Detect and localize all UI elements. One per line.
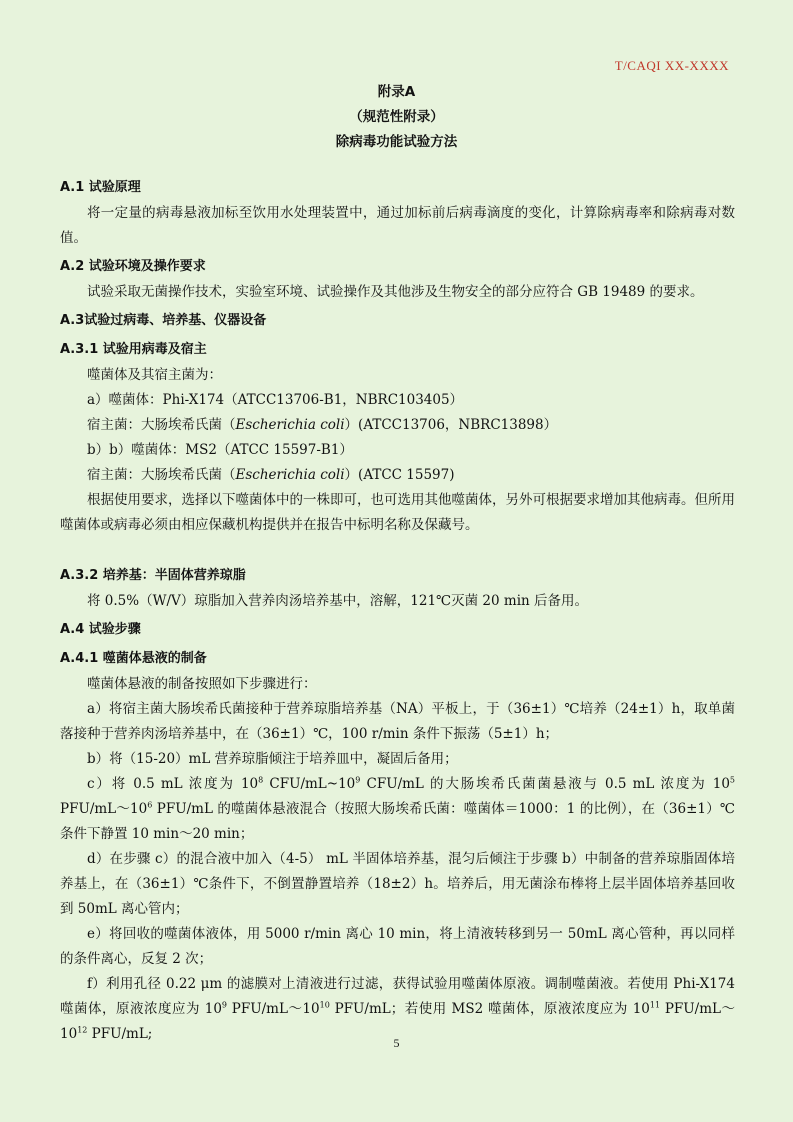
step-f-part: PFU/mL～10 (227, 1001, 320, 1017)
step-e: e）将回收的噬菌体液体，用 5000 r/min 离心 10 min，将上清液转移到另一 50mL 离心管种，再以同样的条件离心，反复 2 次； (60, 926, 735, 967)
section-a41-heading: A.4.1 噬菌体悬液的制备 (60, 651, 207, 666)
a31-line-1: 噬菌体及其宿主菌为： (87, 367, 222, 383)
section-a32-heading: A.3.2 培养基：半固体营养琼脂 (60, 568, 246, 583)
a41-intro: 噬菌体悬液的制备按照如下步骤进行： (87, 676, 317, 692)
appendix-label: 附录A (377, 84, 416, 100)
section-a1-heading: A.1 试验原理 (60, 180, 141, 195)
a31-line-5-part: ）(ATCC 15597) (344, 467, 455, 483)
step-c-part: PFU/mL～10 (60, 801, 148, 817)
page-number: 5 (393, 1036, 400, 1050)
step-c-part: CFU/mL 的大肠埃希氏菌菌悬液与 0.5 mL 浓度为 10 (360, 776, 730, 792)
step-c-part: CFU/mL~10 (263, 776, 356, 792)
section-a2-heading: A.2 试验环境及操作要求 (60, 259, 206, 274)
appendix-title: 除病毒功能试验方法 (335, 134, 458, 150)
section-a4-heading: A.4 试验步骤 (60, 622, 141, 637)
a31-line-3-part: ）(ATCC13706，NBRC13898） (344, 417, 558, 433)
a31-line-3 (60, 413, 735, 438)
exponent: 5 (729, 775, 735, 785)
exponent: 12 (77, 1025, 88, 1035)
a31-note: 根据使用要求，选择以下噬菌体中的一株即可，也可选用其他噬菌体，另外可根据要求增加其他病毒。但所用噬菌体或病毒必须由相应保藏机构提供并在报告中标明名称及保藏号。 (60, 492, 735, 533)
step-f-part: PFU/mL; (87, 1026, 153, 1042)
step-a: a）将宿主菌大肠埃希氏菌接种于营养琼脂培养基（NA）平板上，于（36±1）℃培养（24±1）h，取单菌落接种于营养肉汤培养基中，在（36±1）℃，100 r/min 条件下振荡（5±1）h； (60, 701, 735, 742)
document-code: T/CAQI XX-XXXX (614, 58, 729, 73)
section-a2-text: 试验采取无菌操作技术，实验室环境、试验操作及其他涉及生物安全的部分应符合 GB 19489 的要求。 (87, 284, 704, 300)
document-body (60, 172, 735, 1047)
a31-line-5-part: 宿主菌：大肠埃希氏菌（ (87, 467, 236, 483)
step-f-part: PFU/mL～10 (60, 1001, 735, 1042)
step-b: b）将（15-20）mL 营养琼脂倾注于培养皿中，凝固后备用； (87, 751, 458, 767)
section-a32-text: 将 0.5%（W/V）琼脂加入营养肉汤培养基中，溶解，121℃灭菌 20 min 后备用。 (87, 593, 588, 609)
step-d: d）在步骤 c）的混合液中加入（4-5） mL 半固体培养基，混匀后倾注于步骤 b）中制备的营养琼脂固体培养基上，在（36±1）℃条件下，不倒置静置培养（18±2）h。培养后，用无菌涂布棒将上层半固体培养基回收到 50mL 离心管内； (60, 851, 735, 917)
exponent: 9 (221, 1000, 228, 1010)
appendix-type: （规范性附录） (349, 109, 444, 125)
exponent: 6 (147, 800, 153, 810)
step-c (60, 772, 735, 847)
a31-line-2: a）噬菌体：Phi-X174（ATCC13706-B1，NBRC103405） (87, 392, 464, 408)
step-f-part: PFU/mL；若使用 MS2 噬菌体，原液浓度应为 10 (329, 1001, 650, 1017)
section-a31-heading: A.3.1 试验用病毒及宿主 (60, 342, 207, 357)
section-gap (60, 538, 735, 560)
step-c-part: PFU/mL 的噬菌体悬液混合（按照大肠埃希氏菌：噬菌体＝1000：1 的比例），在（36±1）℃条件下静置 10 min～20 min； (60, 801, 735, 842)
exponent: 9 (355, 775, 361, 785)
step-c-part: c）将 0.5 mL 浓度为 10 (87, 776, 259, 792)
species-name: Escherichia coli (235, 467, 345, 483)
a31-line-3-part: 宿主菌：大肠埃希氏菌（ (87, 417, 236, 433)
exponent: 11 (649, 1000, 661, 1010)
species-name: Escherichia coli (235, 417, 345, 433)
exponent: 10 (319, 1000, 330, 1010)
appendix-title-block (0, 80, 793, 155)
a31-line-4: b）b）噬菌体：MS2（ATCC 15597-B1） (87, 442, 353, 458)
section-a3-heading: A.3试验过病毒、培养基、仪器设备 (60, 313, 267, 328)
a31-line-5 (60, 463, 735, 488)
exponent: 8 (258, 775, 264, 785)
step-f-part: f）利用孔径 0.22 μm 的滤膜对上清液进行过滤，获得试验用噬菌体原液。调制噬菌液。若使用 Phi-X174 噬菌体，原液浓度应为 10 (60, 976, 735, 1017)
section-a1-text: 将一定量的病毒悬液加标至饮用水处理装置中，通过加标前后病毒滴度的变化，计算除病毒率和除病毒对数值。 (60, 205, 735, 246)
